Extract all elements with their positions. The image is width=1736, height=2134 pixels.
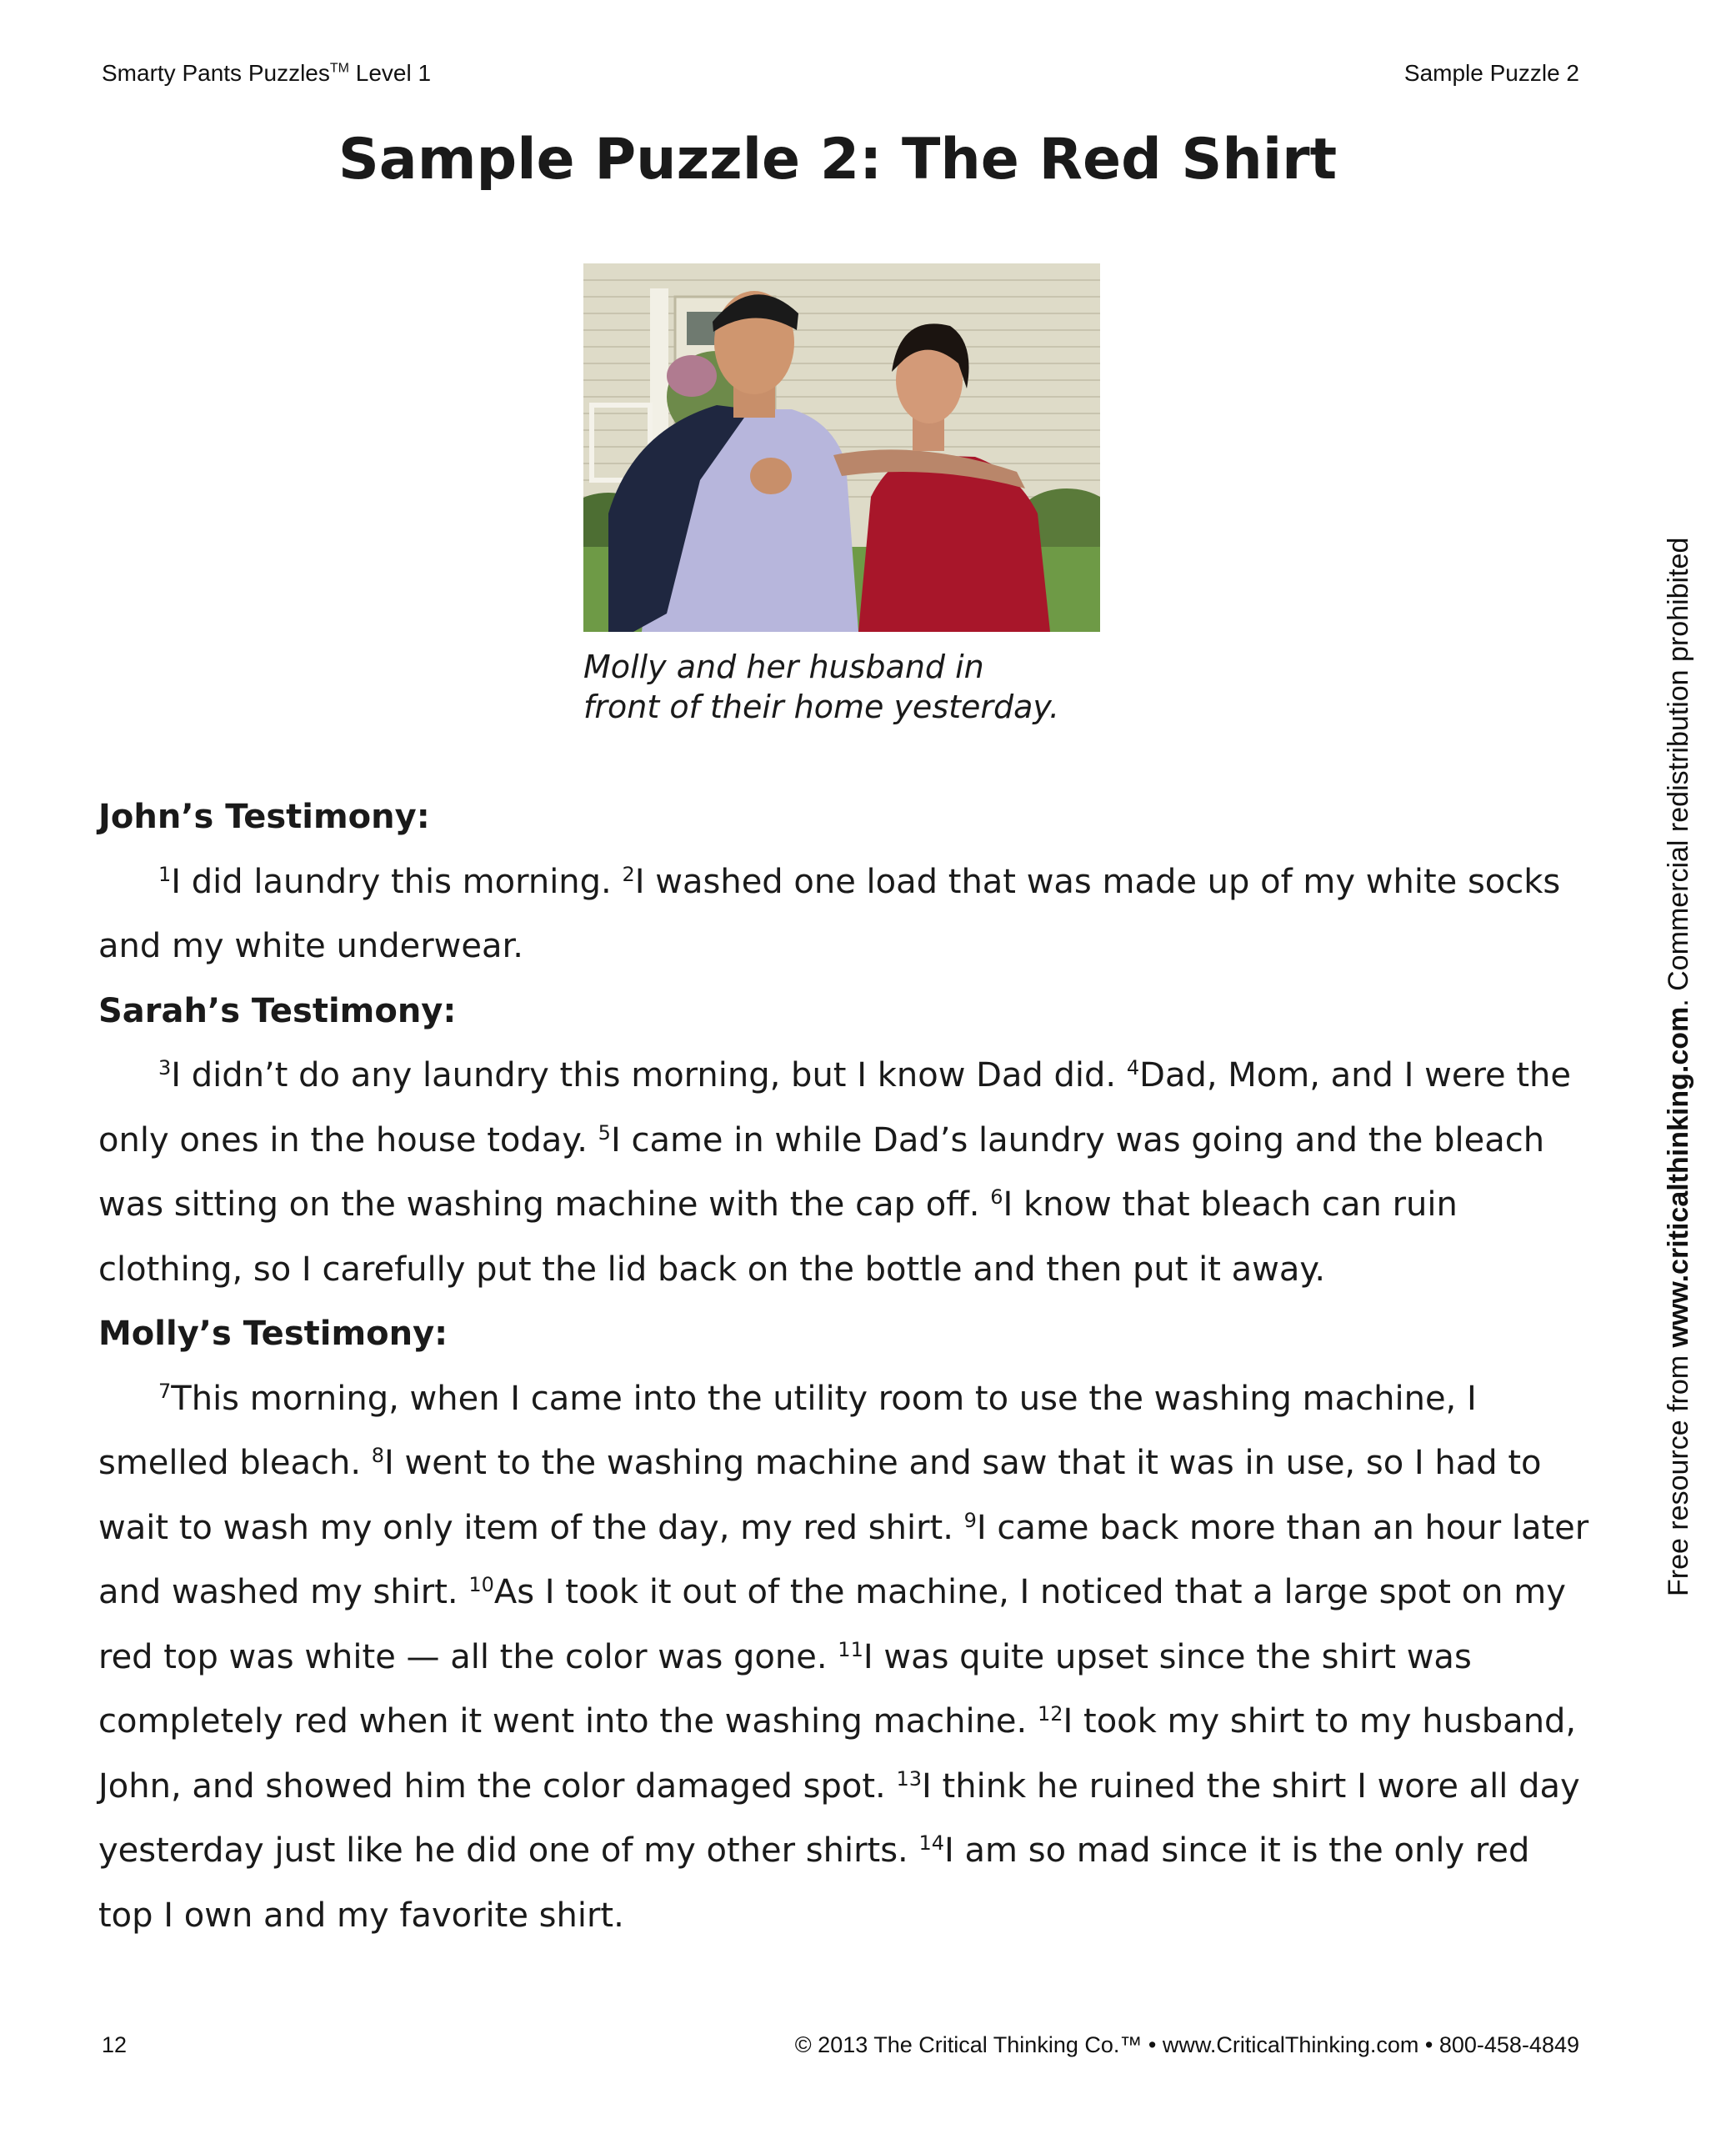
- sentence-text: I did laundry this morning.: [171, 862, 623, 901]
- page-title: Sample Puzzle 2: The Red Shirt: [338, 127, 1338, 193]
- sentence-number: 12: [1037, 1702, 1063, 1726]
- caption-line: front of their home yesterday.: [583, 689, 1060, 725]
- page-number: 12: [102, 2032, 128, 2057]
- photo-caption: [583, 647, 1183, 727]
- testimony-paragraph-sarah: [98, 1044, 1590, 1302]
- sentence-number: 3: [158, 1056, 172, 1080]
- sentence-text: This morning, when I came into the utility room to use the washing machine, I smelled bleach.: [98, 1379, 1477, 1482]
- notice-prefix: Free resource from: [1663, 1347, 1694, 1596]
- sentence-text: I think he ruined the shirt I wore all day yesterday just like he did one of my other shirts.: [98, 1766, 1580, 1870]
- sentence-text: I know that bleach can ruin clothing, so I carefully put the lid back on the bottle and then put it away.: [98, 1185, 1458, 1289]
- testimony-paragraph-john: [98, 850, 1590, 979]
- sentence-number: 7: [158, 1379, 172, 1403]
- testimony-paragraph-molly: [98, 1367, 1590, 1949]
- trademark-mark: TM: [329, 61, 349, 76]
- sentence-text: I didn’t do any laundry this morning, but I know Dad did.: [171, 1056, 1127, 1095]
- sentence-number: 1: [158, 862, 172, 886]
- sentence-text: I went to the washing machine and saw that it was in use, so I had to wait to wash my only item of the day, my red shirt.: [98, 1444, 1542, 1547]
- sentence-number: 2: [622, 862, 635, 886]
- sentence-text: I came in while Dad’s laundry was going and the bleach was sitting on the washing machine with the cap off.: [98, 1120, 1545, 1224]
- sentence-number: 14: [918, 1831, 945, 1855]
- sentence-number: 9: [963, 1508, 977, 1532]
- running-header-left: [102, 60, 431, 87]
- sentence-number: 13: [896, 1766, 923, 1791]
- sentence-text: I washed one load that was made up of my white socks and my white underwear.: [98, 862, 1561, 965]
- notice-suffix: . Commercial redistribution prohibited: [1663, 537, 1694, 1007]
- level-label: Level 1: [348, 60, 432, 86]
- sentence-number: 6: [990, 1185, 1003, 1209]
- sentence-text: I came back more than an hour later and washed my shirt.: [98, 1508, 1589, 1611]
- redistribution-notice: [1663, 538, 1695, 1596]
- running-header-right: Sample Puzzle 2: [1403, 60, 1579, 86]
- copyright-footer: © 2013 The Critical Thinking Co.™ • www.CriticalThinking.com • 800-458-4849: [794, 2032, 1579, 2057]
- testimony-heading-sarah: Sarah’s Testimony:: [98, 991, 457, 1030]
- sentence-text: As I took it out of the machine, I noticed that a large spot on my red top was white — all the color was gone.: [98, 1573, 1566, 1676]
- sentence-text: Dad, Mom, and I were the only ones in the house today.: [98, 1056, 1572, 1160]
- testimony-section: [98, 785, 1590, 1948]
- sentence-text: I was quite upset since the shirt was completely red when it went into the washing machine.: [98, 1637, 1472, 1741]
- series-name: Smarty Pants Puzzles: [102, 60, 330, 86]
- sentence-number: 8: [371, 1444, 385, 1467]
- testimony-heading-john: John’s Testimony:: [98, 798, 430, 836]
- testimony-heading-molly: Molly’s Testimony:: [98, 1315, 448, 1353]
- couple-photo: [583, 263, 1100, 632]
- caption-line: Molly and her husband in: [583, 649, 984, 685]
- sentence-text: I took my shirt to my husband, John, and showed him the color damaged spot.: [98, 1702, 1577, 1806]
- sentence-number: 10: [468, 1573, 494, 1596]
- sentence-number: 5: [598, 1120, 611, 1145]
- sentence-number: 11: [838, 1637, 863, 1661]
- sentence-text: I am so mad since it is the only red top I own and my favorite shirt.: [98, 1831, 1530, 1935]
- sentence-number: 4: [1126, 1056, 1140, 1080]
- notice-site-link[interactable]: www.criticalthinking.com: [1663, 1006, 1694, 1348]
